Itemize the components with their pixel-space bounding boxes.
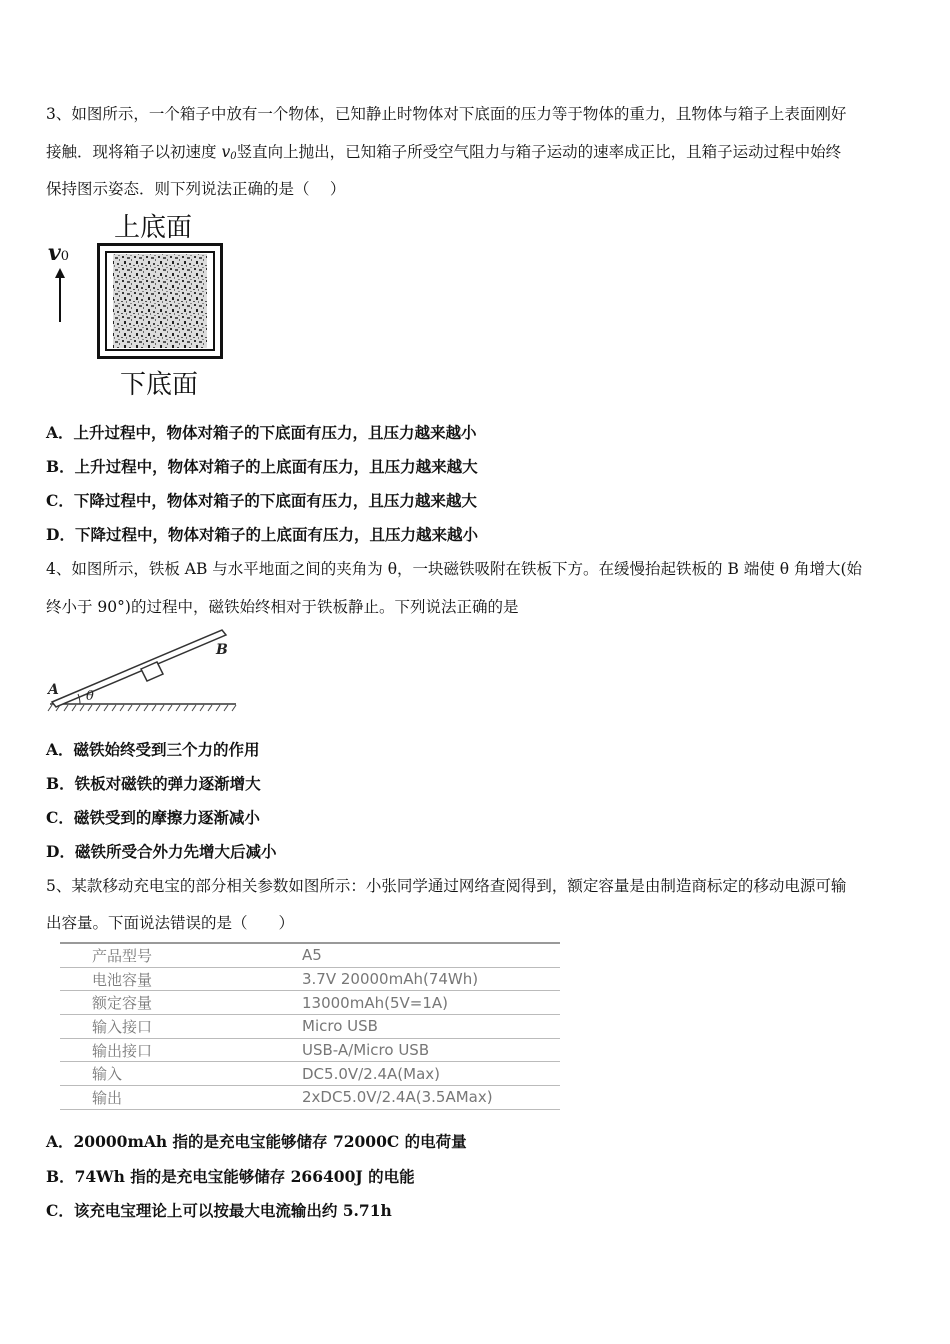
spec-value: 2xDC5.0V/2.4A(3.5AMax): [302, 1086, 560, 1110]
spec-key: 电池容量: [60, 967, 302, 991]
spec-table: [60, 942, 560, 1110]
theta-label: θ: [86, 689, 94, 704]
spec-key: 额定容量: [60, 991, 302, 1015]
spec-value: USB-A/Micro USB: [302, 1038, 560, 1062]
v0-symbol: $v_0$: [221, 143, 237, 162]
spec-key: 产品型号: [60, 943, 302, 967]
velocity-label: v0: [48, 240, 70, 266]
q5-option-c[interactable]: C．该充电宝理论上可以按最大电流输出约 5.71h: [46, 1201, 392, 1220]
q4-option-a[interactable]: A．磁铁始终受到三个力的作用: [46, 740, 260, 759]
q4-option-b[interactable]: B．铁板对磁铁的弹力逐渐增大: [46, 774, 261, 793]
table-row: [60, 1086, 560, 1110]
q3-option-d[interactable]: D．下降过程中，物体对箱子的上底面有压力，且压力越来越小: [46, 525, 478, 544]
q3-option-b[interactable]: B．上升过程中，物体对箱子的上底面有压力，且压力越来越大: [46, 457, 478, 476]
q5-stem-line-1: 5、某款移动充电宝的部分相关参数如图所示：小张同学通过网络查阅得到，额定容量是由制造商标定的移动电源可输: [46, 877, 847, 895]
velocity-arrow-icon: [50, 268, 70, 324]
q4-option-d[interactable]: D．磁铁所受合外力先增大后减小: [46, 842, 277, 861]
q3-stem-line-1: 3、如图所示，一个箱子中放有一个物体，已知静止时物体对下底面的压力等于物体的重力，且物体与箱子上表面刚好: [46, 105, 847, 123]
spec-key: 输出接口: [60, 1038, 302, 1062]
q3-stem-line-2-start: 接触．现将箱子以初速度: [46, 143, 222, 161]
spec-key: 输入接口: [60, 1015, 302, 1039]
spec-key: 输入: [60, 1062, 302, 1086]
point-a-label: A: [48, 682, 59, 698]
spec-value: 13000mAh(5V=1A): [302, 991, 560, 1015]
q3-stem-line-2-end: 竖直向上抛出，已知箱子所受空气阻力与箱子运动的速率成正比，且箱子运动过程中始终: [236, 143, 842, 161]
table-row: [60, 991, 560, 1015]
q3-stem-line-2: [46, 140, 841, 162]
q5-option-a[interactable]: A．20000mAh 指的是充电宝能够储存 72000C 的电荷量: [46, 1132, 467, 1151]
spec-value: 3.7V 20000mAh(74Wh): [302, 967, 560, 991]
box-diagram: [97, 243, 223, 359]
iron-plate-diagram: [44, 624, 244, 716]
object-block: [113, 254, 207, 348]
point-b-label: B: [216, 642, 228, 658]
q3-option-a[interactable]: A．上升过程中，物体对箱子的下底面有压力，且压力越来越小: [46, 423, 477, 442]
spec-key: 输出: [60, 1086, 302, 1110]
top-surface-label: 上底面: [114, 213, 193, 243]
table-row: [60, 967, 560, 991]
q3-option-c[interactable]: C．下降过程中，物体对箱子的下底面有压力，且压力越来越大: [46, 491, 477, 510]
spec-value: DC5.0V/2.4A(Max): [302, 1062, 560, 1086]
q4-stem-line-1: 4、如图所示，铁板 AB 与水平地面之间的夹角为 θ，一块磁铁吸附在铁板下方。在缓慢抬起铁板的 B 端使 θ 角增大(始: [46, 560, 863, 578]
table-row: [60, 1062, 560, 1086]
spec-value: Micro USB: [302, 1015, 560, 1039]
table-row: [60, 943, 560, 967]
q5-stem-line-2: 出容量。下面说法错误的是（ ）: [46, 914, 295, 932]
bottom-surface-label: 下底面: [120, 370, 199, 400]
q4-stem-line-2: 终小于 90°)的过程中，磁铁始终相对于铁板静止。下列说法正确的是: [46, 598, 519, 616]
spec-value: A5: [302, 943, 560, 967]
table-row: [60, 1038, 560, 1062]
q5-option-b[interactable]: B．74Wh 指的是充电宝能够储存 266400J 的电能: [46, 1167, 415, 1186]
q4-option-c[interactable]: C．磁铁受到的摩擦力逐渐减小: [46, 808, 260, 827]
q3-stem-line-3: 保持图示姿态．则下列说法正确的是（ ）: [46, 180, 346, 198]
table-row: [60, 1015, 560, 1039]
